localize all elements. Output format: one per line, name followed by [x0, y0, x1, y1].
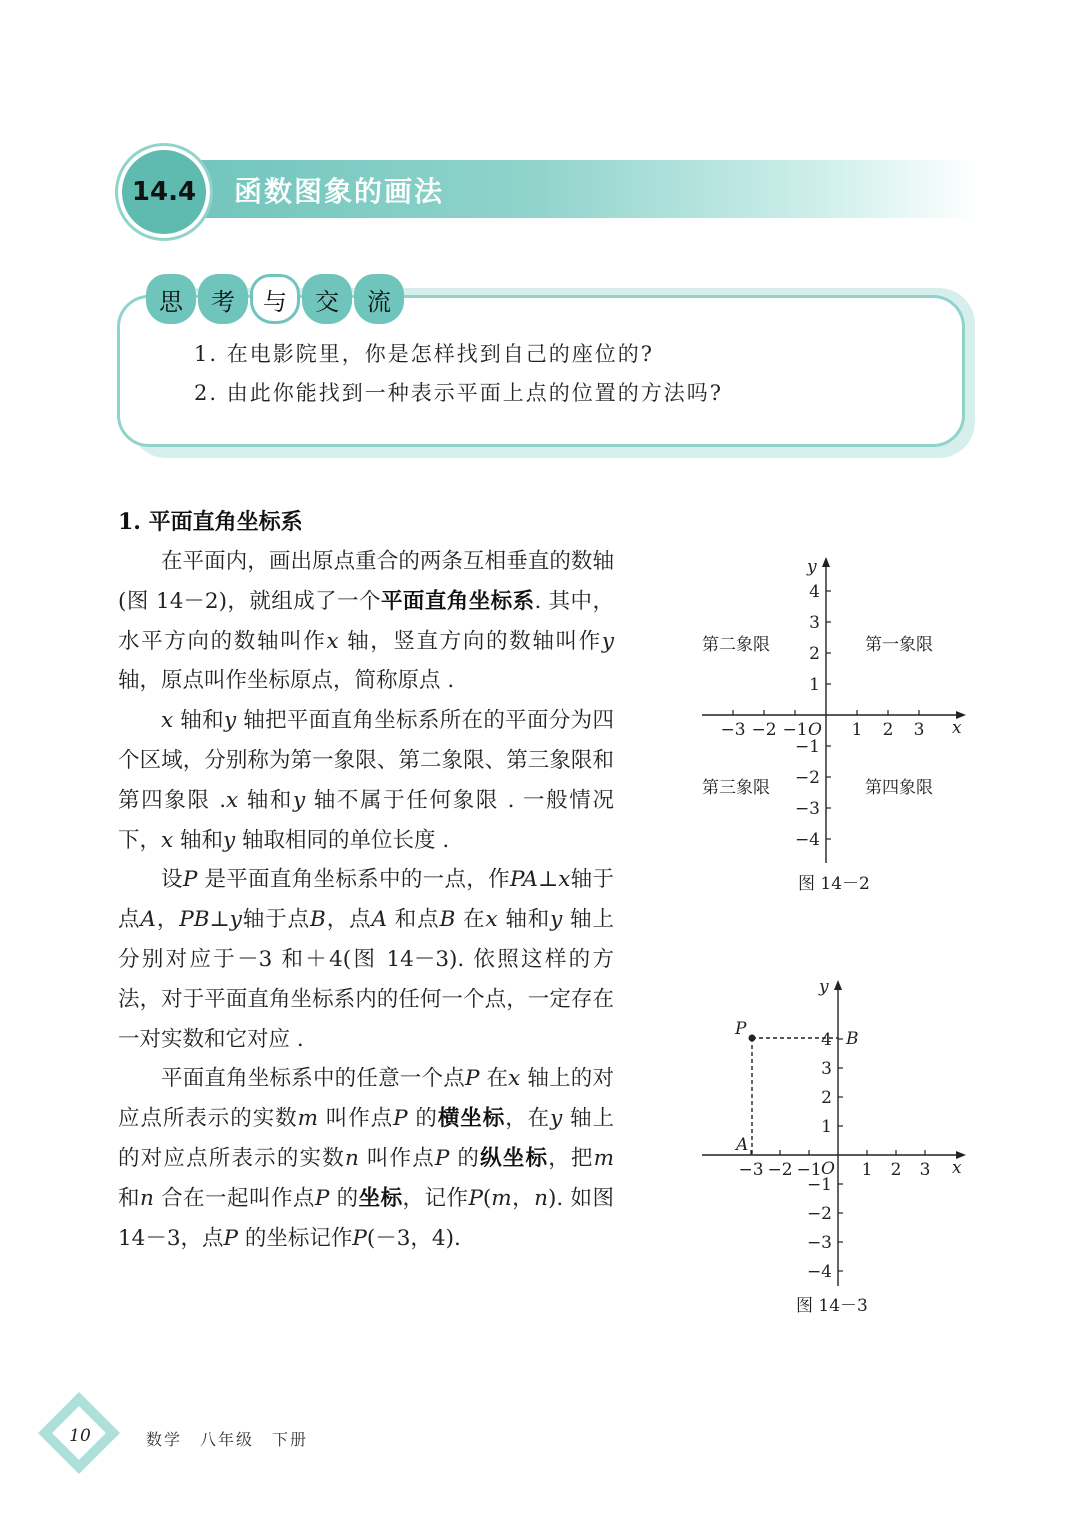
- y-tick-label: 4: [821, 1030, 832, 1050]
- y-tick-label: −2: [794, 768, 820, 788]
- point-P-label: P: [735, 1019, 747, 1039]
- body-text: [118, 542, 614, 1258]
- think-label-char: 交: [302, 274, 352, 324]
- paragraph: x 轴和y 轴把平面直角坐标系所在的平面分为四个区域，分别称为第一象限、第二象限、第三象限和第四象限 .x 轴和y 轴不属于任何象限 . 一般情况下，x 轴和y 轴取相同的单位长度 .: [118, 708, 614, 853]
- origin-label: O: [808, 720, 822, 740]
- subsection-title: 1. 平面直角坐标系: [118, 509, 303, 535]
- point-B-label: B: [846, 1029, 859, 1049]
- x-axis-label: x: [952, 718, 962, 738]
- y-tick-label: 1: [809, 675, 820, 695]
- x-tick-label: 1: [851, 720, 863, 740]
- book-title: 数学 八年级 下册: [146, 1430, 309, 1449]
- think-label-char: 流: [354, 274, 404, 324]
- x-tick-label: −3: [720, 720, 746, 740]
- y-tick-label: −1: [794, 737, 820, 757]
- figure-caption: 图 14－2: [798, 874, 870, 894]
- quadrant-label: 第一象限: [865, 635, 933, 655]
- y-axis-label: y: [819, 977, 829, 997]
- paragraph: 平面直角坐标系中的任意一个点P 在x 轴上的对应点所表示的实数m 叫作点P 的横坐标，在y 轴上的对应点所表示的实数n 叫作点P 的纵坐标，把m 和n 合在一起叫作点P 的坐标，记作P(m，n). 如图 14－3，点P 的坐标记作P(－3，4).: [118, 1066, 614, 1251]
- section-title: 函数图象的画法: [234, 175, 445, 208]
- figure-14-2: [690, 545, 980, 905]
- figure-caption: 图 14－3: [796, 1296, 868, 1316]
- point-P: [749, 1035, 756, 1042]
- think-label-char: 考: [198, 274, 248, 324]
- y-tick-label: 2: [809, 644, 820, 664]
- quadrant-label: 第二象限: [702, 635, 770, 655]
- y-tick-label: 1: [821, 1117, 832, 1137]
- y-tick-label: −3: [806, 1233, 832, 1253]
- think-question: 1. 在电影院里，你是怎样找到自己的座位的?: [194, 342, 654, 366]
- y-tick-label: −4: [794, 830, 820, 850]
- think-label-char: 思: [146, 274, 196, 324]
- x-tick-label: 2: [882, 720, 894, 740]
- y-tick-label: −2: [806, 1204, 832, 1224]
- paragraph: 在平面内，画出原点重合的两条互相垂直的数轴(图 14－2)，就组成了一个平面直角坐标系. 其中，水平方向的数轴叫作x 轴，竖直方向的数轴叫作y 轴，原点叫作坐标原点，简称原点 .: [118, 549, 614, 694]
- x-tick-label: −1: [782, 720, 808, 740]
- section-number-badge: [118, 146, 210, 238]
- x-tick-label: 1: [861, 1160, 873, 1180]
- y-tick-label: 2: [821, 1088, 832, 1108]
- think-question: 2. 由此你能找到一种表示平面上点的位置的方法吗?: [194, 381, 723, 405]
- x-tick-label: −1: [796, 1160, 822, 1180]
- origin-label: O: [821, 1159, 835, 1179]
- x-tick-label: −2: [767, 1160, 793, 1180]
- x-tick-label: 2: [890, 1160, 902, 1180]
- point-A-label: A: [736, 1135, 749, 1155]
- page-number: 10: [69, 1426, 91, 1446]
- y-tick-label: −4: [806, 1262, 832, 1282]
- y-tick-label: −1: [806, 1175, 832, 1195]
- paragraph: 设P 是平面直角坐标系中的一点，作PA⊥x轴于点A，PB⊥y轴于点B，点A 和点B 在x 轴和y 轴上分别对应于－3 和＋4(图 14－3). 依照这样的方法，对于平面直角坐标系内的任何一个点，一定存在一对实数和它对应 .: [118, 867, 614, 1052]
- x-axis-label: x: [952, 1158, 962, 1178]
- x-tick-label: −3: [738, 1160, 764, 1180]
- y-tick-label: 4: [809, 582, 820, 602]
- y-axis-arrow-icon: [834, 980, 842, 990]
- y-axis-label: y: [807, 557, 817, 577]
- x-tick-label: 3: [913, 720, 925, 740]
- y-tick-label: 3: [821, 1059, 832, 1079]
- y-tick-label: −3: [794, 799, 820, 819]
- figure-14-3: [690, 968, 980, 1328]
- y-axis-arrow-icon: [822, 557, 830, 567]
- think-label-char: 与: [250, 274, 300, 324]
- x-tick-label: −2: [751, 720, 777, 740]
- think-box: [117, 295, 965, 447]
- y-tick-label: 3: [809, 613, 820, 633]
- section-number: 14.4: [131, 177, 197, 207]
- x-tick-label: 3: [919, 1160, 931, 1180]
- quadrant-label: 第三象限: [702, 778, 770, 798]
- quadrant-label: 第四象限: [865, 778, 933, 798]
